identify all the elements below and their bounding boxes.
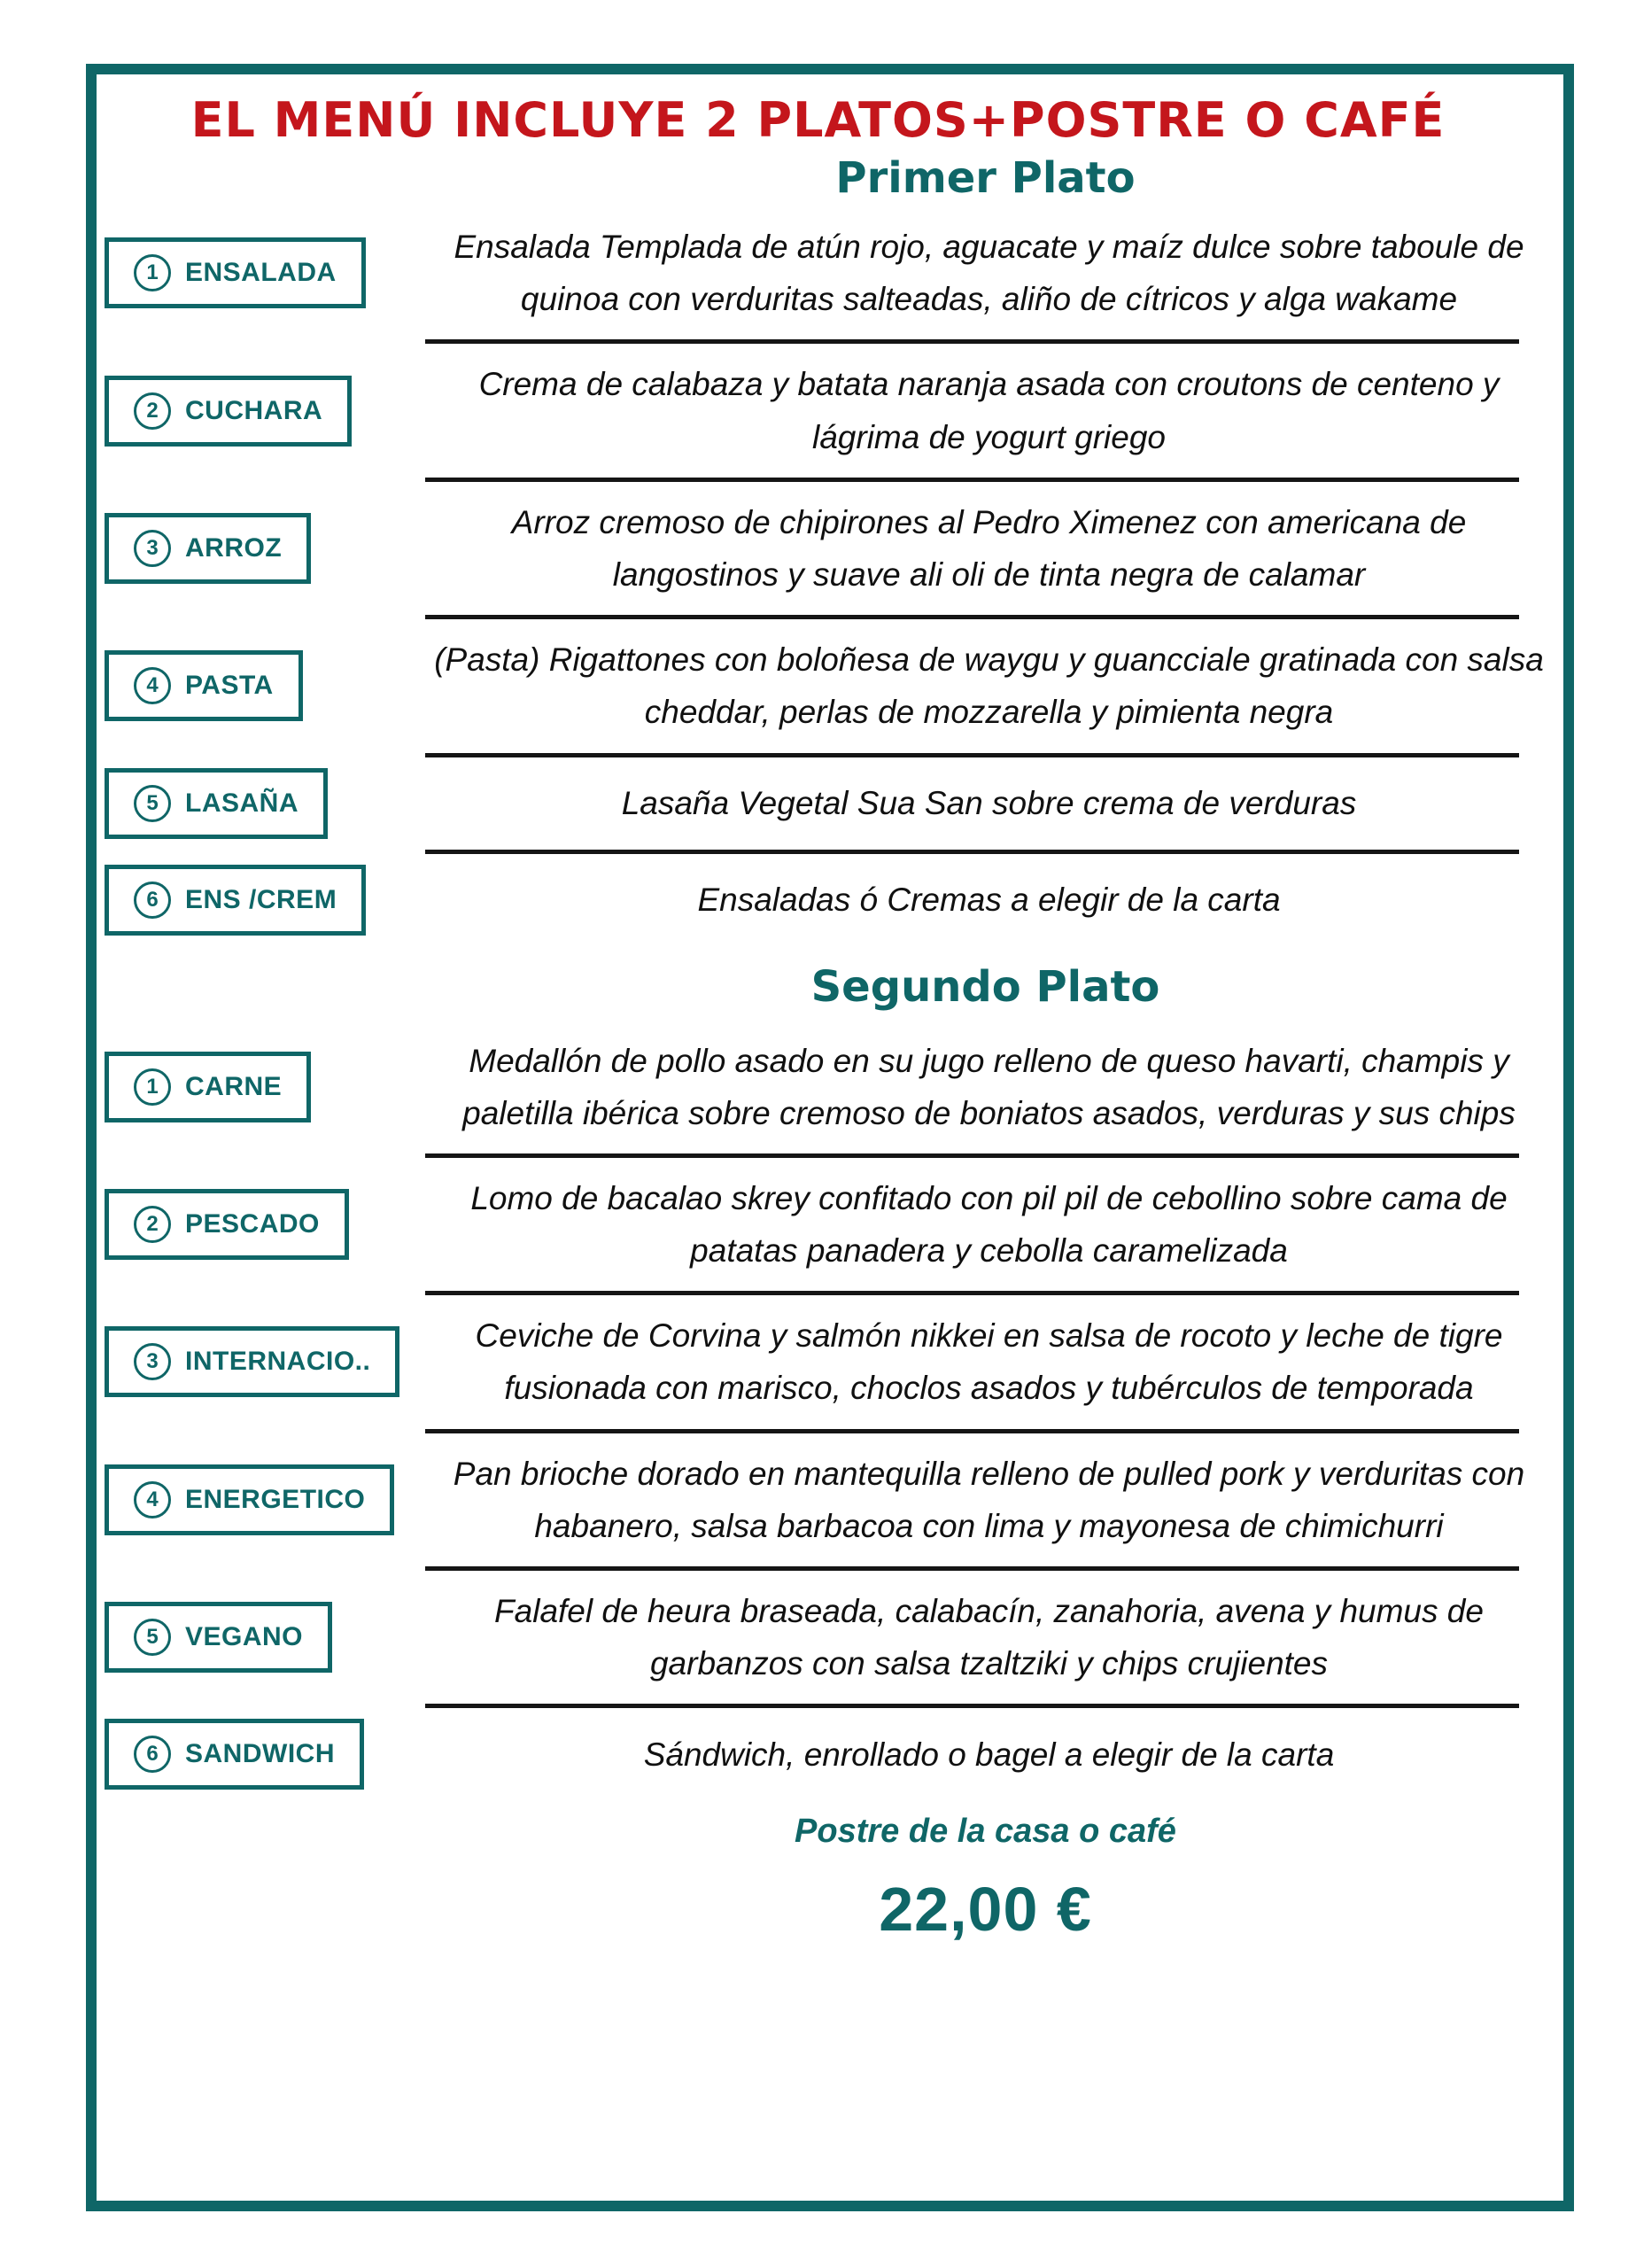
item-number-badge: 5 xyxy=(134,1619,171,1656)
menu-item-description: Lasaña Vegetal Sua San sobre crema de verduras xyxy=(621,784,1357,821)
menu-item-description: Pan brioche dorado en mantequilla relleno de pulled pork y verduritas con habanero, salsa barbacoa con lima y mayonesa de chimichurri xyxy=(453,1455,1525,1544)
menu-item-description: Crema de calabaza y batata naranja asada con croutons de centeno y lágrima de yogurt griego xyxy=(478,366,1500,455)
menu-item-label-box xyxy=(105,865,366,936)
divider-line xyxy=(425,1291,1519,1295)
menu-item-description: (Pasta) Rigattones con boloñesa de waygu y guancciale gratinada con salsa cheddar, perlas de mozzarella y pimienta negra xyxy=(434,641,1544,731)
menu-item-row xyxy=(0,1439,1636,1561)
menu-item-label: ENS /CREM xyxy=(185,884,337,914)
menu-item-description: Medallón de pollo asado en su jugo relleno de queso havarti, champis y paletilla ibérica sobre cremoso de boniatos asados, verduras y sus chips xyxy=(462,1042,1516,1131)
menu-title: EL MENÚ INCLUYE 2 PLATOS+POSTRE O CAFÉ xyxy=(190,92,1446,148)
menu-item-row xyxy=(0,763,1636,844)
menu-item-row xyxy=(0,1713,1636,1795)
label-cell xyxy=(0,1326,425,1397)
menu-item-label-box xyxy=(105,1326,399,1397)
menu-item-row xyxy=(0,1301,1636,1423)
item-number-badge: 6 xyxy=(134,1736,171,1773)
label-cell xyxy=(0,513,425,584)
menu-item-label: PESCADO xyxy=(185,1209,320,1239)
divider-line xyxy=(425,850,1519,854)
menu-item-row xyxy=(0,1576,1636,1698)
menu-item-description: Ceviche de Corvina y salmón nikkei en salsa de rocoto y leche de tigre fusionada con marisco, choclos asados y tubérculos de temporada xyxy=(475,1317,1503,1407)
item-number-badge: 1 xyxy=(134,1068,171,1106)
menu-item-label-box xyxy=(105,376,352,447)
divider-line xyxy=(425,615,1519,619)
menu-item-label: CARNE xyxy=(185,1071,283,1101)
section-heading-segundo-plato: Segundo Plato xyxy=(810,961,1160,1012)
menu-item-row xyxy=(0,487,1636,610)
dessert-note: Postre de la casa o café xyxy=(795,1813,1176,1851)
label-cell xyxy=(0,1602,425,1673)
menu-price: 22,00 € xyxy=(879,1875,1092,1945)
item-number-badge: 1 xyxy=(134,254,171,291)
menu-item-label: PASTA xyxy=(185,671,274,701)
menu-item-label-box xyxy=(105,513,311,584)
menu-item-description: Lomo de bacalao skrey confitado con pil pil de cebollino sobre cama de patatas panadera y cebolla caramelizada xyxy=(470,1179,1508,1270)
menu-item-description: Ensalada Templada de atún rojo, aguacate y maíz dulce sobre taboule de quinoa con verduritas salteadas, aliño de cítricos y alga wakame xyxy=(454,229,1524,318)
divider-line xyxy=(425,1153,1519,1158)
label-cell xyxy=(0,376,425,447)
menu-item-description: Sándwich, enrollado o bagel a elegir de la carta xyxy=(643,1736,1335,1773)
item-number-badge: 2 xyxy=(134,1206,171,1243)
label-cell xyxy=(0,1052,425,1122)
menu-item-label-box xyxy=(105,768,328,839)
label-cell xyxy=(0,650,425,721)
menu-item-label: ENERGETICO xyxy=(185,1484,366,1514)
item-number-badge: 3 xyxy=(134,530,171,567)
menu-item-row xyxy=(0,212,1636,334)
menu-item-description: Arroz cremoso de chipirones al Pedro Ximenez con americana de langostinos y suave ali oli de tinta negra de calamar xyxy=(511,503,1467,593)
item-number-badge: 2 xyxy=(134,392,171,430)
menu-item-label: INTERNACIO.. xyxy=(185,1347,371,1377)
menu-item-row xyxy=(0,859,1636,941)
divider-line xyxy=(425,1704,1519,1708)
menu-item-row xyxy=(0,625,1636,747)
menu-item-description: Falafel de heura braseada, calabacín, zanahoria, avena y humus de garbanzos con salsa tzaltziki y chips crujientes xyxy=(494,1593,1484,1682)
menu-item-label-box xyxy=(105,237,366,308)
label-cell xyxy=(0,1719,425,1790)
label-cell xyxy=(0,237,425,308)
label-cell xyxy=(0,865,425,936)
divider-line xyxy=(425,1566,1519,1571)
item-number-badge: 5 xyxy=(134,785,171,822)
menu-item-description: Ensaladas ó Cremas a elegir de la carta xyxy=(697,881,1281,918)
menu-item-label-box xyxy=(105,1719,364,1790)
menu-item-label-box xyxy=(105,1052,311,1122)
menu-item-label: CUCHARA xyxy=(185,395,323,425)
menu-item-row xyxy=(0,1026,1636,1148)
menu-item-label: ARROZ xyxy=(185,532,283,563)
menu-item-row xyxy=(0,349,1636,471)
menu-item-label-box xyxy=(105,650,303,721)
menu-item-label: SANDWICH xyxy=(185,1739,335,1769)
menu-item-label-box xyxy=(105,1189,349,1260)
divider-line xyxy=(425,478,1519,482)
item-number-badge: 4 xyxy=(134,667,171,704)
menu-item-label-box xyxy=(105,1602,332,1673)
label-cell xyxy=(0,1464,425,1535)
menu-item-label-box xyxy=(105,1464,394,1535)
menu-item-label: ENSALADA xyxy=(185,258,337,288)
menu-item-label: LASAÑA xyxy=(185,788,299,818)
item-number-badge: 6 xyxy=(134,882,171,919)
divider-line xyxy=(425,753,1519,757)
label-cell xyxy=(0,768,425,839)
menu-item-row xyxy=(0,1163,1636,1285)
label-cell xyxy=(0,1189,425,1260)
menu-item-label: VEGANO xyxy=(185,1622,304,1652)
section-heading-primer-plato: Primer Plato xyxy=(835,153,1136,203)
divider-line xyxy=(425,339,1519,344)
divider-line xyxy=(425,1429,1519,1433)
item-number-badge: 3 xyxy=(134,1343,171,1380)
item-number-badge: 4 xyxy=(134,1481,171,1518)
